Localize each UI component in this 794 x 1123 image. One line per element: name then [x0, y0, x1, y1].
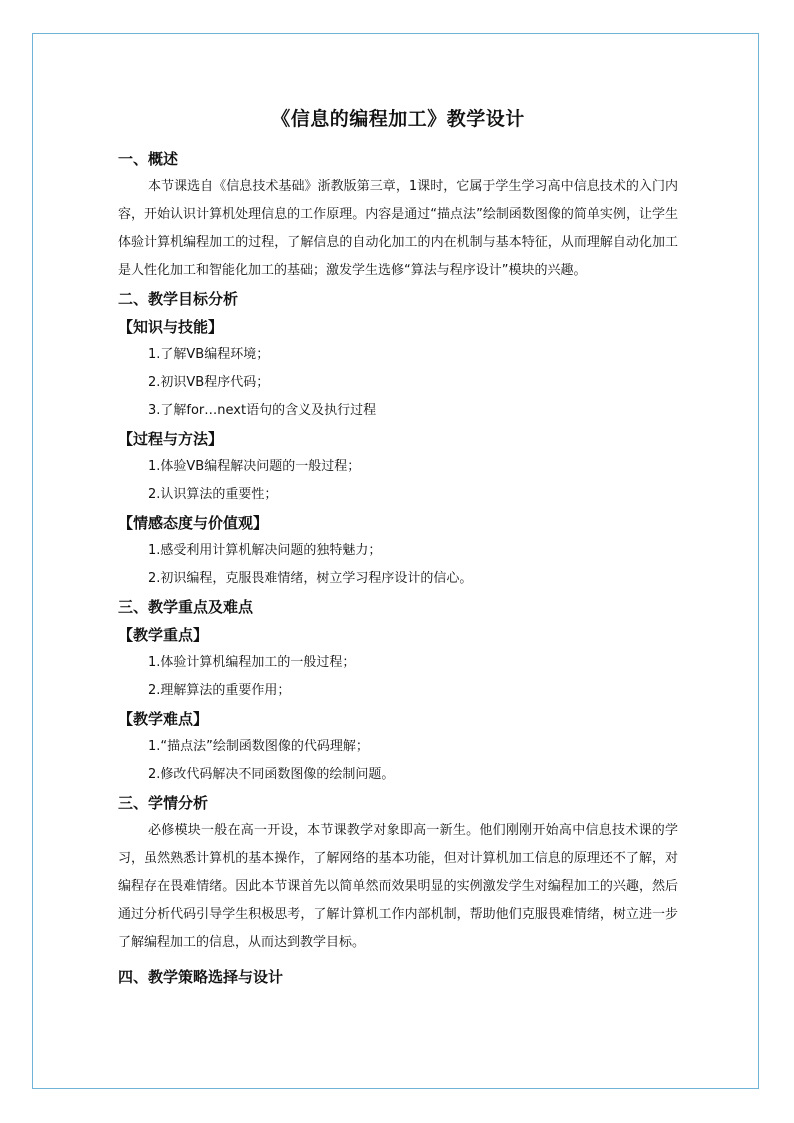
section-heading-learners: 三、学情分析: [118, 794, 209, 812]
subheading-process: 【过程与方法】: [118, 430, 224, 448]
document-body: [118, 104, 678, 991]
learners-paragraph: 必修模块一般在高一开设，本节课教学对象即高一新生。他们刚刚开始高中信息技术课的学习，虽然熟悉计算机的基本操作，了解网络的基本功能，但对计算机加工信息的原理还不了解，对编程存在畏难情绪。因此本节课首先以简单然而效果明显的实例激发学生对编程加工的兴趣，然后通过分析代码引导学生积极思考，了解计算机工作内部机制，帮助他们克服畏难情绪，树立进一步了解编程加工的信息，从而达到教学目标。: [118, 823, 678, 950]
list-item: 1.感受利用计算机解决问题的独特魅力；: [148, 543, 382, 558]
subheading-emotion: 【情感态度与价值观】: [118, 514, 269, 532]
list-item: 3.了解for…next语句的含义及执行过程: [148, 403, 377, 418]
section-heading-key-points: 三、教学重点及难点: [118, 598, 254, 616]
overview-paragraph: 本节课选自《信息技术基础》浙教版第三章，1课时，它属于学生学习高中信息技术的入门内容，开始认识计算机处理信息的工作原理。内容是通过“描点法”绘制函数图像的简单实例，让学生体验计算机编程加工的过程，了解信息的自动化加工的内在机制与基本特征，从而理解自动化加工是人性化加工和智能化加工的基础；激发学生选修“算法与程序设计”模块的兴趣。: [118, 179, 678, 278]
list-item: 1.体验计算机编程加工的一般过程；: [148, 655, 356, 670]
list-item: 1.“描点法”绘制函数图像的代码理解；: [148, 739, 369, 754]
section-heading-strategy: 四、教学策略选择与设计: [118, 968, 284, 986]
list-item: 1.体验VB编程解决问题的一般过程；: [148, 459, 361, 474]
section-heading-objectives: 二、教学目标分析: [118, 290, 239, 308]
section-heading-overview: 一、概述: [118, 150, 179, 168]
list-item: 1.了解VB编程环境；: [148, 347, 270, 362]
subheading-knowledge: 【知识与技能】: [118, 318, 224, 336]
list-item: 2.初识VB程序代码；: [148, 375, 270, 390]
subheading-key: 【教学重点】: [118, 626, 209, 644]
list-item: 2.修改代码解决不同函数图像的绘制问题。: [148, 767, 395, 782]
subheading-difficulty: 【教学难点】: [118, 710, 209, 728]
list-item: 2.初识编程，克服畏难情绪，树立学习程序设计的信心。: [148, 571, 473, 586]
list-item: 2.理解算法的重要作用；: [148, 683, 291, 698]
document-title: 《信息的编程加工》教学设计: [271, 108, 525, 130]
list-item: 2.认识算法的重要性；: [148, 487, 278, 502]
